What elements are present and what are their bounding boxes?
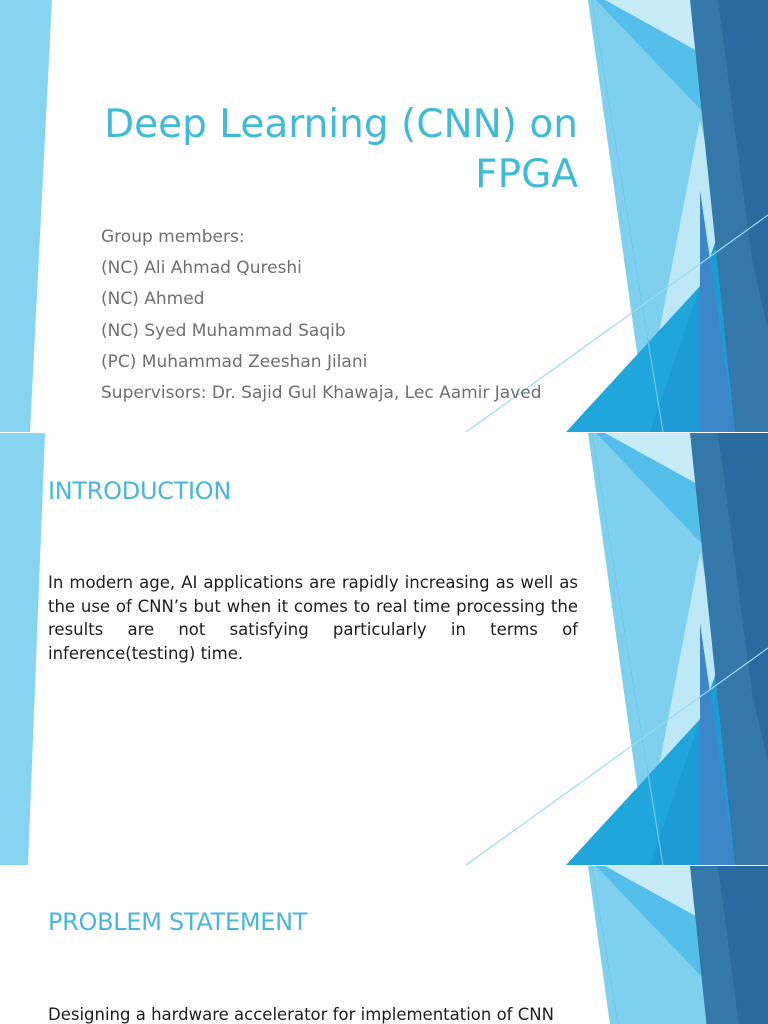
facet-decoration <box>0 866 768 1024</box>
slide-title-text: Deep Learning (CNN) on FPGA <box>104 102 578 197</box>
slide-body-text: Designing a hardware accelerator for implementation of CNN <box>48 1005 554 1024</box>
slide-body-text: In modern age, AI applications are rapidly increasing as well as the use of CNN’s but when it comes to real time processing the results are not satisfying particularly in terms of inference(testing) time. <box>48 573 578 663</box>
supervisors-item: Supervisors: Dr. Sajid Gul Khawaja, Lec Aamir Javed <box>101 383 542 404</box>
member-item: (NC) Syed Muhammad Saqib <box>101 320 346 341</box>
slide-title <box>0 0 768 432</box>
slide-problem-statement <box>0 866 768 1024</box>
group-members-list <box>101 222 542 409</box>
slide-heading: INTRODUCTION <box>48 477 232 505</box>
slide-introduction <box>0 433 768 865</box>
slide-heading: PROBLEM STATEMENT <box>48 908 308 936</box>
member-item: (NC) Ali Ahmad Qureshi <box>101 258 302 279</box>
member-item: (NC) Ahmed <box>101 289 205 310</box>
members-heading: Group members: <box>101 227 245 247</box>
member-item: (PC) Muhammad Zeeshan Jilani <box>101 351 368 372</box>
